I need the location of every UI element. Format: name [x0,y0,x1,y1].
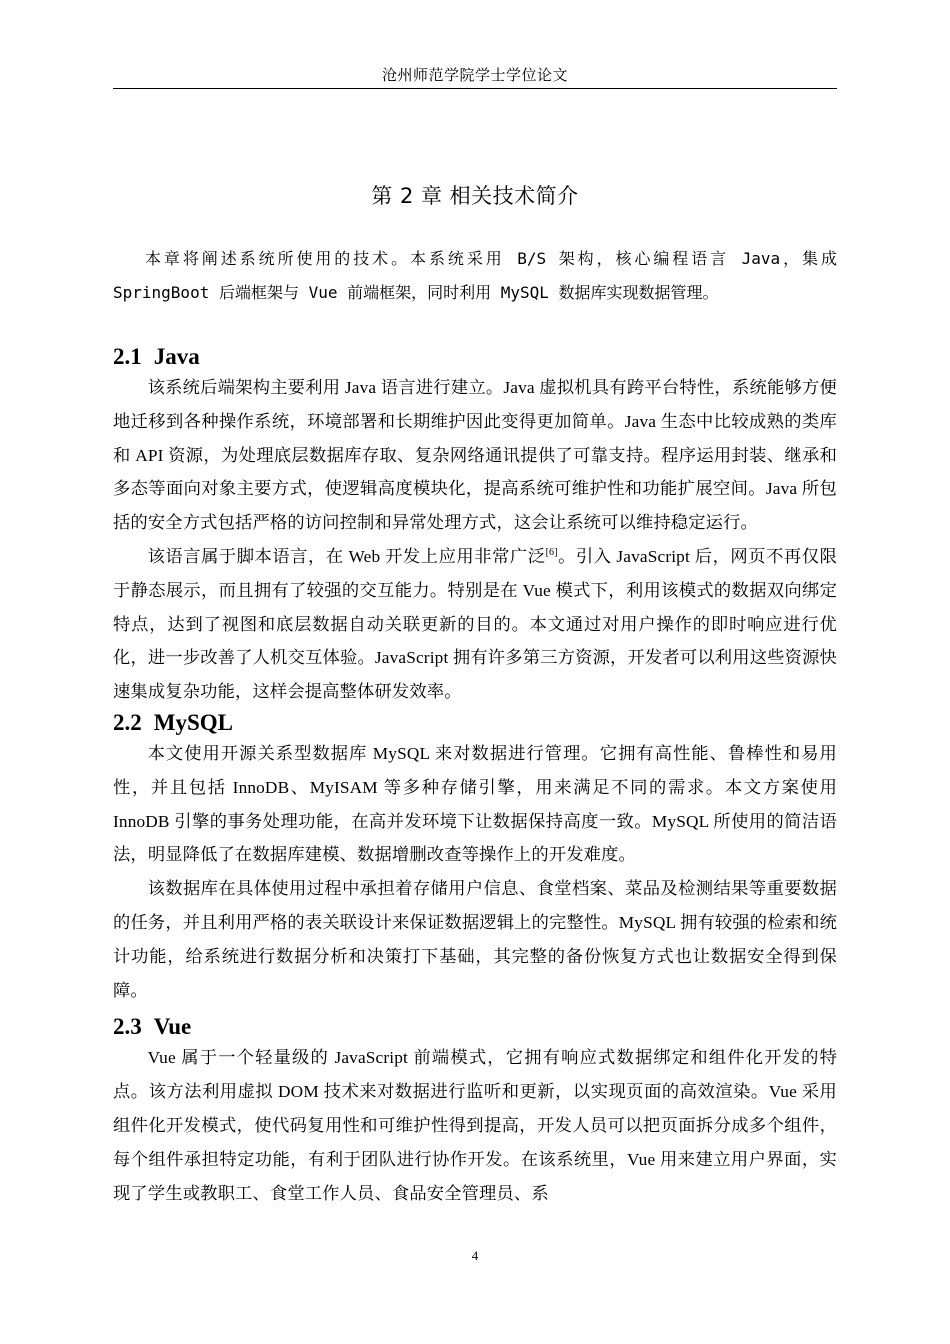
section-number: 2.1 [113,344,142,369]
header-rule [113,88,837,89]
paragraph: 本文使用开源关系型数据库 MySQL 来对数据进行管理。它拥有高性能、鲁棒性和易用性，并且包括 InnoDB、MyISAM 等多种存储引擎，用来满足不同的需求。本文方案使用 InnoDB 引擎的事务处理功能，在高并发环境下让数据保持高度一致。MySQL 所使用的简洁语法，明显降低了在数据库建模、数据增删改查等操作上的开发难度。 [113,743,837,865]
section-number: 2.2 [113,709,142,735]
paragraph: Vue 属于一个轻量级的 JavaScript 前端模式，它拥有响应式数据绑定和组件化开发的特点。该方法利用虚拟 DOM 技术来对数据进行监听和更新，以实现页面的高效渲染。Vue 采用组件化开发模式，使代码复用性和可维护性得到提高，开发人员可以把页面拆分成多个组件，每个组件承担特定功能，有利于团队进行协作开发。在该系统里，Vue 用来建立用户界面，实现了学生或教职工、食堂工作人员、食品安全管理员、系 [113,1048,837,1203]
section-heading-java [113,343,837,371]
paragraph-text: 。引入 JavaScript 后，网页不再仅限于静态展示，而且拥有了较强的交互能力。特别是在 Vue 模式下，利用该模式的数据双向绑定特点，达到了视图和底层数据自动关联更新的目的。本文通过对用户操作的即时响应进行优化，进一步改善了人机交互体验。JavaScript 拥有许多第三方资源，开发者可以利用这些资源快速集成复杂功能，这样会提高整体研发效率。 [113,546,837,702]
citation-ref: [6] [545,547,558,559]
section-title: Vue [153,1014,192,1040]
paragraph-text: 该语言属于脚本语言，在 Web 开发上应用非常广泛 [147,546,546,566]
page-number: 4 [471,1248,479,1263]
paragraph: 该系统后端架构主要利用 Java 语言进行建立。Java 虚拟机具有跨平台特性，系统能够方便地迁移到各种操作系统，环境部署和长期维护因此变得更加简单。Java 生态中比较成熟的类库和 API 资源，为处理底层数据库存取、复杂网络通讯提供了可靠支持。程序运用封装、继承和多态等面向对象主要方式，使逻辑高度模块化，提高系统可维护性和功能扩展空间。Java 所包括的安全方式包括严格的访问控制和异常处理方式，这会让系统可以维持稳定运行。 [113,378,837,533]
section-title: MySQL [153,709,233,735]
running-header: 沧州师范学院学士学位论文 [381,66,568,84]
section-number: 2.3 [113,1014,142,1040]
section-heading-mysql [113,709,837,737]
chapter-body [113,242,837,1210]
chapter-title: 第 2 章 相关技术简介 [371,184,579,208]
paragraph-with-citation [113,540,837,709]
chapter-intro: 本章将阐述系统所使用的技术。本系统采用 B/S 架构，核心编程语言 Java，集成 SpringBoot 后端框架与 Vue 前端框架，同时利用 MySQL 数据库实现数据管理。 [113,249,837,302]
section-title: Java [153,344,200,369]
paragraph: 该数据库在具体使用过程中承担着存储用户信息、食堂档案、菜品及检测结果等重要数据的任务，并且利用严格的表关联设计来保证数据逻辑上的完整性。MySQL 拥有较强的检索和统计功能，给系统进行数据分析和决策打下基础，其完整的备份恢复方式也让数据安全得到保障。 [113,879,837,1000]
section-heading-vue [113,1013,837,1041]
